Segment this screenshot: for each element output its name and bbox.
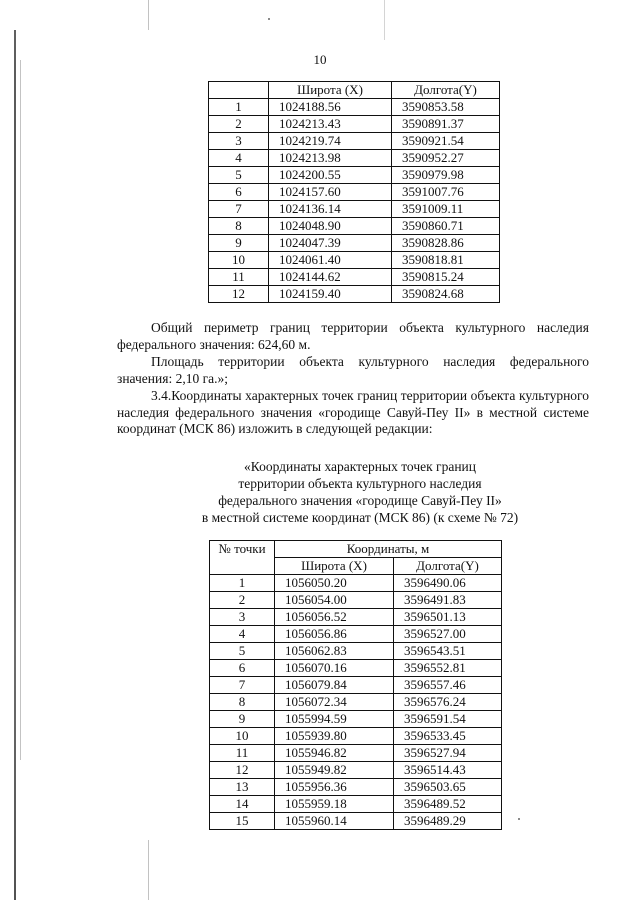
table-row (209, 133, 500, 150)
scan-dot (518, 818, 520, 820)
fold-mark (148, 0, 149, 30)
longitude-cell: 3590815.24 (392, 269, 500, 286)
latitude-cell: 1055959.18 (275, 796, 394, 813)
point-number-cell: 5 (209, 167, 269, 184)
latitude-cell: 1024219.74 (269, 133, 392, 150)
point-number-cell: 14 (210, 796, 275, 813)
table-header-row (210, 541, 502, 558)
header-point (209, 82, 269, 99)
table-row (210, 745, 502, 762)
longitude-cell: 3596489.29 (394, 813, 502, 830)
longitude-cell: 3596552.81 (394, 660, 502, 677)
table-row (210, 677, 502, 694)
point-number-cell: 9 (210, 711, 275, 728)
table-row (209, 252, 500, 269)
table-row (209, 235, 500, 252)
fold-mark (384, 0, 385, 40)
point-number-cell: 13 (210, 779, 275, 796)
header-point-number: № точки (210, 541, 275, 575)
longitude-cell: 3596503.65 (394, 779, 502, 796)
table-row (209, 184, 500, 201)
latitude-cell: 1024188.56 (269, 99, 392, 116)
longitude-cell: 3596490.06 (394, 575, 502, 592)
latitude-cell: 1056056.86 (275, 626, 394, 643)
point-number-cell: 7 (210, 677, 275, 694)
table-row (210, 660, 502, 677)
longitude-cell: 3596557.46 (394, 677, 502, 694)
scan-edge-artifact (14, 30, 16, 900)
longitude-cell: 3596514.43 (394, 762, 502, 779)
fold-mark (148, 840, 149, 900)
longitude-cell: 3590828.86 (392, 235, 500, 252)
longitude-cell: 3590818.81 (392, 252, 500, 269)
latitude-cell: 1024159.40 (269, 286, 392, 303)
point-number-cell: 12 (209, 286, 269, 303)
header-longitude: Долгота(Y) (394, 558, 502, 575)
title-line: в местной системе координат (МСК 86) (к схеме № 72) (201, 510, 519, 525)
table-row (209, 218, 500, 235)
latitude-cell: 1056062.83 (275, 643, 394, 660)
page-number: 10 (313, 52, 327, 67)
latitude-cell: 1024136.14 (269, 201, 392, 218)
area-paragraph: Площадь территории объекта культурного наследия федерального значения: 2,10 га.»; (117, 354, 589, 386)
longitude-cell: 3596491.83 (394, 592, 502, 609)
section-3-4-paragraph: 3.4.Координаты характерных точек границ территории объекта культурного наследия федерального значения «городище Савуй-Пеу II» в местной системе координат (МСК 86) изложить в следующей редакции: (117, 388, 589, 436)
table-row (209, 116, 500, 133)
table-header-row (209, 82, 500, 99)
table-row (210, 711, 502, 728)
title-line: федерального значения «городище Савуй-Пеу II» (218, 493, 502, 508)
table-row (210, 626, 502, 643)
coordinates-table-1 (208, 81, 500, 303)
title-line: «Координаты характерных точек границ (244, 459, 476, 474)
header-latitude: Широта (X) (269, 82, 392, 99)
longitude-cell: 3596527.94 (394, 745, 502, 762)
latitude-cell: 1056072.34 (275, 694, 394, 711)
longitude-cell: 3596591.54 (394, 711, 502, 728)
longitude-cell: 3596527.00 (394, 626, 502, 643)
longitude-cell: 3596501.13 (394, 609, 502, 626)
point-number-cell: 2 (210, 592, 275, 609)
table-row (210, 796, 502, 813)
longitude-cell: 3591009.11 (392, 201, 500, 218)
header-latitude: Широта (X) (275, 558, 394, 575)
point-number-cell: 10 (209, 252, 269, 269)
title-line: территории объекта культурного наследия (238, 476, 482, 491)
table-row (209, 150, 500, 167)
longitude-cell: 3596576.24 (394, 694, 502, 711)
latitude-cell: 1055939.80 (275, 728, 394, 745)
table-row (210, 813, 502, 830)
point-number-cell: 2 (209, 116, 269, 133)
longitude-cell: 3590853.58 (392, 99, 500, 116)
table-row (209, 201, 500, 218)
header-coordinates: Координаты, м (275, 541, 502, 558)
point-number-cell: 15 (210, 813, 275, 830)
point-number-cell: 8 (209, 218, 269, 235)
header-longitude: Долгота(Y) (392, 82, 500, 99)
latitude-cell: 1024144.62 (269, 269, 392, 286)
table-row (210, 592, 502, 609)
latitude-cell: 1055994.59 (275, 711, 394, 728)
perimeter-paragraph: Общий периметр границ территории объекта культурного наследия федерального значения: 624,60 м. (117, 320, 589, 352)
point-number-cell: 1 (210, 575, 275, 592)
latitude-cell: 1056079.84 (275, 677, 394, 694)
point-number-cell: 6 (210, 660, 275, 677)
table-2-title (160, 458, 560, 526)
point-number-cell: 10 (210, 728, 275, 745)
point-number-cell: 4 (209, 150, 269, 167)
point-number-cell: 1 (209, 99, 269, 116)
longitude-cell: 3596543.51 (394, 643, 502, 660)
longitude-cell: 3590921.54 (392, 133, 500, 150)
longitude-cell: 3590891.37 (392, 116, 500, 133)
latitude-cell: 1056050.20 (275, 575, 394, 592)
latitude-cell: 1056070.16 (275, 660, 394, 677)
point-number-cell: 11 (209, 269, 269, 286)
table-row (210, 609, 502, 626)
scan-dot (268, 18, 270, 20)
longitude-cell: 3590952.27 (392, 150, 500, 167)
table-row (209, 269, 500, 286)
latitude-cell: 1024047.39 (269, 235, 392, 252)
point-number-cell: 9 (209, 235, 269, 252)
table-row (210, 694, 502, 711)
table-row (210, 762, 502, 779)
table-row (209, 167, 500, 184)
coordinates-table-2 (209, 540, 502, 830)
table-row (210, 779, 502, 796)
point-number-cell: 3 (210, 609, 275, 626)
longitude-cell: 3590979.98 (392, 167, 500, 184)
latitude-cell: 1056054.00 (275, 592, 394, 609)
point-number-cell: 7 (209, 201, 269, 218)
latitude-cell: 1055956.36 (275, 779, 394, 796)
longitude-cell: 3591007.76 (392, 184, 500, 201)
point-number-cell: 5 (210, 643, 275, 660)
point-number-cell: 3 (209, 133, 269, 150)
longitude-cell: 3590860.71 (392, 218, 500, 235)
latitude-cell: 1055960.14 (275, 813, 394, 830)
table-row (209, 286, 500, 303)
latitude-cell: 1055946.82 (275, 745, 394, 762)
table-row (210, 643, 502, 660)
point-number-cell: 8 (210, 694, 275, 711)
latitude-cell: 1024157.60 (269, 184, 392, 201)
body-text (117, 320, 589, 438)
point-number-cell: 6 (209, 184, 269, 201)
longitude-cell: 3596489.52 (394, 796, 502, 813)
latitude-cell: 1055949.82 (275, 762, 394, 779)
latitude-cell: 1024200.55 (269, 167, 392, 184)
latitude-cell: 1024061.40 (269, 252, 392, 269)
table-row (210, 575, 502, 592)
point-number-cell: 12 (210, 762, 275, 779)
latitude-cell: 1024213.43 (269, 116, 392, 133)
longitude-cell: 3596533.45 (394, 728, 502, 745)
point-number-cell: 11 (210, 745, 275, 762)
latitude-cell: 1024213.98 (269, 150, 392, 167)
longitude-cell: 3590824.68 (392, 286, 500, 303)
table-row (209, 99, 500, 116)
point-number-cell: 4 (210, 626, 275, 643)
table-row (210, 728, 502, 745)
latitude-cell: 1024048.90 (269, 218, 392, 235)
scan-edge-artifact (20, 60, 21, 760)
latitude-cell: 1056056.52 (275, 609, 394, 626)
